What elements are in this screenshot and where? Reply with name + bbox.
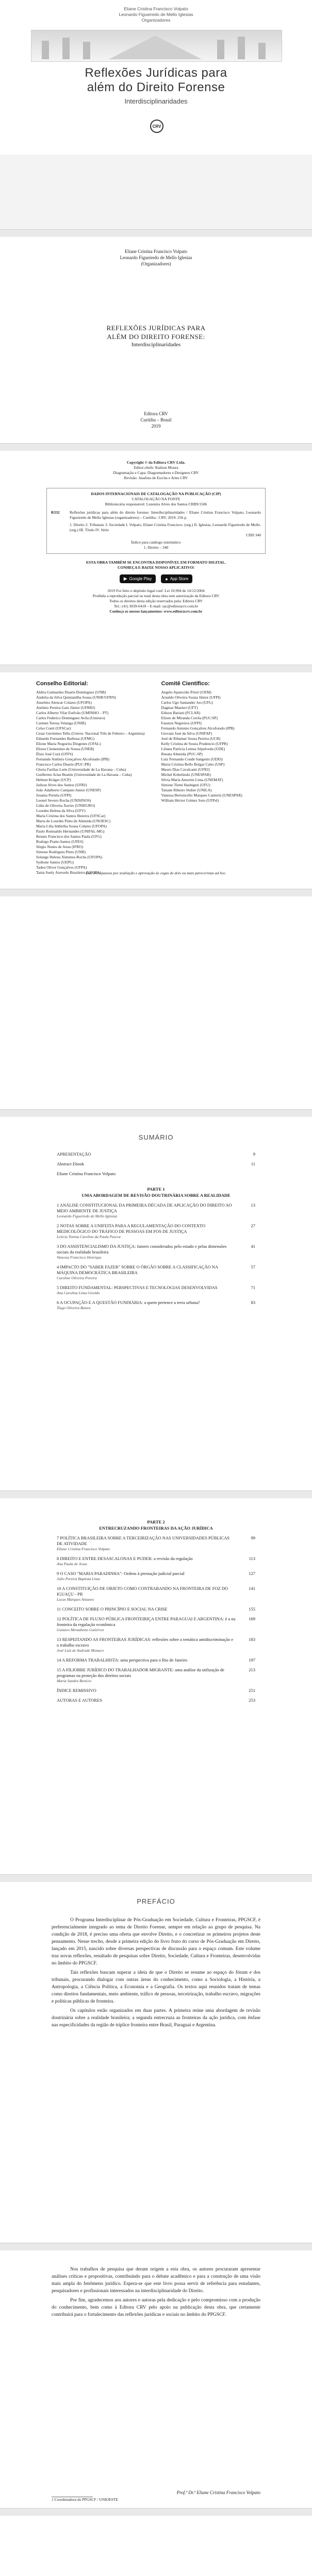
council-member: Aldira Guimarães Duarte Domínguez (UNB) [36,690,106,694]
phone-line: Tel.: (41) 3039-6418 – E-mail: sac@editoracrv.com.br [113,604,199,608]
preface-paragraph: Por fim, agradecemos aos autores e autoras pela dedicação e pelo compromisso com a produção do conhecimento, bem como à Editora CRV pelo apoio na publicação desta obra, que certamente contribuirá para o fortalecimento das reflexões jurídicas e sociais no âmbito do PPGSCF. [52,2298,260,2317]
toc-entry-title: 10 A CONSTITUIÇÃO DE OBJETO COMO CONTRABANDO NA FRONTEIRA DE FOZ DO IGUAÇU - PR [57,1586,228,1597]
index-title: Índice para catálogo sistemático [131,540,181,545]
council-member: Fauston Negreiros (UFPI) [161,721,202,725]
page-separator [0,1874,312,1883]
toc-entry-page: 141 [249,1586,255,1591]
rights-line: Todos os direitos desta edição reservados pela: Editora CRV [109,599,203,603]
council-member: Vanessa Bertoncello Marques Canterin (UNESPAR) [161,793,242,798]
toc-entry-page: 197 [249,1657,255,1663]
cip-code: R332 [51,510,60,515]
preface-body [0,1905,312,2029]
toc-entry-page: 213 [249,1667,255,1672]
council-member: Carlos Alberto Vilar Estêvão (UMINHO – PT) [36,710,109,715]
council-member: Antônio Pereira Gaio Júnior (UFRRJ) [36,705,95,710]
toc-entry-page: 71 [251,1285,255,1290]
council-member: Cesar Gerónimo Tello (Univer. Nacional Três de Febrero – Argentina) [36,731,145,736]
council-member: Giovani José da Silva (UNIFAP) [161,731,212,736]
title-city: Curitiba – Brasil [140,417,172,422]
council-member: Tadeu Oliver Gonçalves (UFPA) [36,865,87,870]
council-member: Mauro Dias Cavalcanti (UFRJ) [161,767,210,772]
index-item: 1. Direito – 340 [143,545,169,550]
copyright-line: Copyright © da Editora CRV Ltda. [126,460,186,465]
toc-entry-title: 2 NOTAS SOBRE A UNIFEITA PARA A REGULAMENTAÇÃO DO CONTEXTO MEDICOLÓGICO DO TRÁFICO DE PESSOAS EM FOS DE JUSTIÇA [57,1223,206,1234]
toc-entry[interactable] [57,1223,255,1234]
council-member: William Héctor Gómez Soto (UFPel) [161,798,219,803]
cover-title: além do Direito Forense [87,80,225,94]
preface-paragraph: Nos trabalhos de pesquisa que deram origem a esta obra, os autores procuraram apresentar análises críticas e propositivas, contribuindo para o debate acadêmico e para a construção de uma visão mais ampla do fenômeno jurídico. Espera-se que este livro possa servir de referência para estudantes, pesquisadores e profissionais interessados na interdisciplinaridade do Direito. [52,2267,260,2294]
toc-entry[interactable] [57,1616,255,1628]
council-member: Liliana Patrícia Lemus Sépulveda (UDE) [161,747,225,751]
toc-entry[interactable] [57,1300,255,1306]
copyright-line: Revisão: Analista de Escrita e Artes CRV [124,476,188,480]
cover-title: Reflexões Jurídicas para [85,66,227,80]
toc-entry-page: 155 [249,1606,255,1612]
toc-entry-title: Eliane Cristina Francisco Volpato [57,1171,116,1176]
toc-entry[interactable] [57,1657,255,1663]
cover-illustration [31,30,282,62]
council-member: Renato Francisco dos Santos Paula (UFG) [36,834,102,839]
part-label: PARTE 2 [147,1519,165,1524]
preface-footnote: 1 Coordenadora do PPGSCF / UNIOESTE [52,2497,118,2502]
toc-entry-author: Gustavo Mentabetto Gutiérrez [57,1628,104,1632]
council-member: João Adalberto Campato Junior (UNESP) [36,788,101,792]
preface-paragraph: O Programa Interdisciplinar de Pós-Graduação em Sociedade, Cultura e Fronteiras, PPGSCF, é preferencialmente integrado ao tema de Direito Forense, sempre em relação ao grupo de pesquisa. Na condição de 2018, é preciso uma oferta que envolve Direito, e o concretizar os primeiros projetos deste pensamento. Nesse trecho, desde a primeira edição do livro fruto do curso de Pós-Graduação em Direito, lançado em 2015, nascido sobre diversas perspectivas de discussão para o espaço comum. Este volume traz novas reflexões, resultado de pesquisas sobre Direito, Sociedade, Cultura e Fronteiras, desenvolvidas no âmbito do PPGSCF. [52,1918,260,1966]
council-member: Andréia da Silva Quintanilha Sousa (UNIR/UFRN) [36,695,116,700]
preface-page [0,1882,312,2243]
toc-entry-page: 11 [251,1161,255,1166]
copyright-line: Editor-chefe: Railson Moura [134,465,178,470]
summary-page [0,1117,312,1490]
rights-line: Proibida a reprodução parcial ou total desta obra sem autorização da Editora CRV [92,594,220,598]
toc-entry-title: 5 DIREITO FUNDAMENTAL: PERSPECTIVAS E TECNOLOGIAS DESENVOLVIDAS [57,1285,218,1290]
council-member: Leonel Severo Rocha (UNISINOS) [36,798,91,803]
part-title: ENTRECRUZANDO FRONTEIRAS DA AÇÃO JURÍDICA [99,1526,213,1531]
preface-paragraph: Tais reflexões buscam superar a ideia de que o Direito se resume ao espaço do fórum e dos tribunais, procurando dialogar com outras áreas do conhecimento, como a Sociologia, a História, a Antropologia, a Ciência Política, a Economia e a Geografia. Os textos aqui reunidos tratam de temas como direitos fundamentais, meio ambiente, tráfico de pessoas, terceirização, trabalho escravo, migrações e políticas públicas de fronteira. [52,1970,260,2004]
council-member: Solange Helena Ximenes-Rocha (UFOPA) [36,855,103,859]
summary-page-continued [0,1498,312,1874]
toc-entry[interactable] [57,1586,255,1597]
council-member: Celso Conti (UFSCar) [36,726,71,731]
council-member: Rodrigo Pratte-Santos (UFES) [36,839,84,844]
toc-entry-author: Leticia Tonnia Caroline da Paula Pascoe [57,1234,121,1239]
toc-entry-author: Lucas Marques Antunes [57,1597,94,1602]
council-member: Carmen Tereza Velanga (UNIR) [36,721,86,725]
toc-entry-page: 99 [251,1535,255,1540]
toc-entry-page: 9 [253,1151,255,1157]
toc-entry[interactable] [57,1688,255,1693]
title-year: 2019 [151,423,161,429]
toc-entry-page: 183 [249,1637,255,1642]
page-separator [0,889,312,897]
council-member: Carlos Ugo Santander Joo (UFG) [161,700,213,705]
council-member: Simone Tiemi Hashiguti (UFU) [161,783,210,787]
council-member: Helmut Krüger (UCP) [36,777,71,782]
council-member: Josania Portela (UFPI) [36,793,72,798]
toc-entry-title: APRESENTAÇÃO [57,1151,91,1157]
toc-entry-author: Ana Carolina Lima Giroldo [57,1291,100,1295]
toc-entry-author: Tiago Oliveira Bastos [57,1306,91,1310]
part-label: PARTE 1 [147,1187,165,1192]
council-member: Carlos Federico Dominguez Avila (Unieuro) [36,716,105,720]
council-member: Francisco Carlos Duarte (PUC-PR) [36,762,91,767]
scientific-committee [161,681,276,875]
title-subtitle: Interdisciplinaridades [131,342,181,348]
toc-entry[interactable] [57,1698,255,1703]
toc-entry-title: 12 POLÍTICA DE FLUXO PÚBLICA FRONTEIRIÇA ENTRE PARAGUAI E ARGENTINA: é a na fronteira da regulação econômica [57,1616,236,1627]
council-member: Dagmar Manieri (UFT) [161,705,198,710]
council-member: Luiz Fernando Conde Sangenis (UERJ) [161,757,223,761]
toc-entry[interactable] [57,1667,255,1679]
council-member: Gloria Fariñas León (Universidade de La Havana – Cuba) [36,767,126,772]
toc-entry-title: 11 CONCEITO SOBRE O PRINCÍPIO E SOCIAL NA CRISE [57,1606,168,1612]
editorial-council-list [36,690,151,875]
cip-title: DADOS INTERNACIONAIS DE CATALOGAÇÃO NA PUBLICAÇÃO (CIP) [91,492,221,496]
app-note: CONHEÇA E BAIXE NOSSO APLICATIVO! [118,565,194,570]
scientific-committee-list [161,690,276,803]
council-member: Elizeu de Miranda Corrêa (PUC/SP) [161,716,218,720]
council-member: Kelly Cristina de Souza Prudencio (UFPR) [161,741,228,746]
toc-entry[interactable] [57,1151,255,1157]
council-member: Simone Rodrigues Pinto (UNB) [36,850,86,854]
cip-subjects: 1. Direito 2. Tribunais 3. Sociedade I. Volpato, Eliane Cristina Francisco. (org.) II. Iglesias, Leonardo Figueiredo de Mello. (org.) III. Título IV. Série [70,522,261,532]
council-member: Sérgio Nunes de Jesus (IFRO) [36,844,84,849]
toc-entry[interactable] [57,1535,255,1547]
toc-entry-title: 7 POLÍTICA BRASILEIRA SOBRE A TERCEIRIZAÇÃO NAS UNIVERSIDADES PÚBLICAS DE ATIVIDADE [57,1535,230,1546]
page-separator [0,2243,312,2251]
title-page [0,237,312,443]
cip-librarian: Bibliotecária responsável: Luzenira Alves dos Santos CRB9/1506 [105,502,207,506]
publisher-logo [150,120,163,133]
scientific-committee-title: Comitê Científico: [161,681,210,687]
toc-entry-author: José Luiz de Andrade Monaco [57,1648,104,1653]
toc-entry-page: 253 [249,1698,255,1703]
columns-icon [31,30,282,61]
cover-subtitle: Interdisciplinaridades [124,97,188,105]
website-link[interactable]: Conheça os nossos lançamentos: www.editoracrv.com.br [109,609,203,614]
council-member: Tania Suely Azevedo Brasileiro (UFOPA) [36,870,101,875]
page-separator [0,2508,312,2516]
toc-entry[interactable] [57,1637,255,1648]
apple-icon: ● [165,576,168,582]
page-separator [0,1490,312,1499]
toc-entry[interactable] [57,1606,255,1612]
toc-entry-title: 3 DO ASSISTENCIALISMO DA JUSTIÇA: fatores considerados pelo estado e pelas dimensões sociais da realidade brasileira [57,1244,227,1255]
council-member: Eduardo Fernandes Barbosa (UFMG) [36,736,95,741]
toc-entry[interactable] [57,1161,255,1167]
council-member: Anselmo Alencar Colares (UFOPA) [36,700,92,705]
council-member: Tatiane Ribeiro Stuber (UNILA) [161,788,212,792]
cip-cdd: CDD 340 [246,533,261,537]
toc-entry[interactable] [57,1171,255,1177]
council-member: Élsio José Corá (UFFS) [36,752,73,756]
toc-entry-page: 83 [251,1300,255,1305]
toc-entry[interactable] [57,1244,255,1255]
toc-entry-title: 1 ANÁLISE CONSTITUCIONAL DA PRIMEIRA DÉCADA DE APLICAÇÃO DO DIREITO AO MEIO AMBIENTE DE JUSTIÇA [57,1202,232,1213]
toc-entry-author: Vanessa Francisco Henrique [57,1255,102,1260]
council-member: Elizeu Clementino de Souza (UNEB) [36,747,94,751]
council-member: Lourdes Helena da Silva (UFV) [36,808,86,813]
council-member: José de Ribamar Sousa Pereira (UCB) [161,736,221,741]
app-store-label: App Store [170,577,189,581]
council-member: Guillermo Arias Beatón (Universidade de La Havana – Cuba) [36,772,132,777]
council-member: Arnaldo Oliveira Souza Júnior (UFPI) [161,695,221,700]
toc-entry-page: 127 [249,1571,255,1576]
page-separator [0,229,312,238]
title-publisher: Editora CRV [144,411,168,416]
title-heading: REFLEXÕES JURÍDICAS PARA [106,324,206,332]
copyright-page [0,451,312,665]
toc-entry-author: Julio Pereira Baptista Lima [57,1577,100,1581]
toc-entry-page: 41 [251,1244,255,1249]
toc-entry-title: 8 DIREITO E ENTRE DESASCALONAS E PUDER: a revisão da regulação [57,1556,193,1561]
part-title: UMA ABORDAGEM DE REVISÃO DOUTRINÁRIA SOBRE A REALIDADE [81,1193,231,1198]
council-member: Jailson Alves dos Santos (UFRJ) [36,783,87,787]
preface-title: PREFÁCIO [137,1897,175,1905]
toc-entry-page: 27 [251,1223,255,1228]
toc-entry-title: 13 RESPEITANDO AS FRONTEIRAS JURÍDICAS: reflexões sobre a temática antidiscriminação e o trabalho escravo [57,1637,234,1648]
page-separator [0,1109,312,1117]
toc-entry-author: Maria Sandra Benício [57,1679,92,1683]
toc-entry-page: 57 [251,1264,255,1269]
toc-entry-page: 169 [249,1616,255,1621]
title-heading: ALÉM DO DIREITO FORENSE: [107,333,205,341]
council-member: Angelo Aparecido Priori (UEM) [161,690,211,694]
council-member: Renata Almeida (PUC-SP) [161,752,203,756]
toc-entry[interactable] [57,1202,255,1214]
crv-logo-icon: CRV [150,120,163,133]
preface-signature: Prof.ª Dr.ª Eliane Cristina Francisco Volpato [176,2490,260,2495]
council-member: Michel Kobelinski (UNESPAR) [161,772,211,777]
toc-entry-author: Caroline Oliveira Pereira [57,1276,97,1280]
council-member: Maria de Lourdes Pinto de Almeida (UNOESC) [36,819,111,823]
blank-page [0,2516,312,2576]
digital-note: ESTA OBRA TAMBÉM SE ENCONTRA DISPONÍVEL EM FORMATO DIGITAL. [86,560,226,565]
toc-entry[interactable] [57,1285,255,1291]
toc-entry-page: 251 [249,1688,255,1693]
cover-author: Eliane Cristina Francisco Volpato [124,6,188,11]
toc-entry[interactable] [57,1571,255,1577]
app-store-button[interactable] [161,574,192,583]
play-icon: ▶ [123,576,127,581]
toc-entry-author: Leonardo Figueiredo de Mello Iglesias [57,1214,118,1218]
toc-entry-title: AUTORAS E AUTORES [57,1698,103,1703]
cip-subtitle: CATALOGAÇÃO NA FONTE [132,497,180,501]
council-member: Fernando Antonio Gonçalves Alcoforado (IPB) [161,726,235,731]
toc-entry-title: 14 A REFORMA TRABALHISTA: uma perspectiva para o Rio de Janeiro [57,1657,188,1663]
page-separator [0,443,312,451]
review-note: Este livro passou por avaliação e aprovação às cegas de dois ou mais pareceristas ad hoc. [86,871,226,875]
preface-paragraph: Os capítulos estão organizados em duas partes. A primeira reúne uma abordagem de revisão doutrinária sobre a realidade brasileira; a segunda entrecruza as fronteiras da ação jurídica, com ênfase nas especificidades da região de tríplice fronteira entre Brasil, Paraguai e Argentina. [52,2008,260,2028]
council-member: Maria Cristina Bello Bolgar Catto (USP) [161,762,225,767]
toc-entry-title: 15 A FILIOBRE JURÍDICO DO TRABALHADOR MIGRANTE: uma análise da utilização de programas na proteção dos direitos sociais [57,1667,224,1678]
cover-author: Leonardo Figueiredo de Mello Iglesias [119,12,193,17]
toc-entry-page [241,1171,255,1177]
council-member: Edison Bariani (FCLAR) [161,710,201,715]
toc-entry-title: 9 O CASO "MARIA PARADINHA": Ordens à prestação judicial parcial [57,1571,185,1576]
blank-page [0,896,312,1109]
council-member: Elione Maria Nogueira Diogenes (UFAL) [36,741,101,746]
google-play-label: Google Play [129,577,152,581]
toc-entry-title: Abstract Ebook [57,1161,85,1166]
council-member: Lídia de Oliveira Xavier (UNIEURO) [36,803,95,808]
toc-entry-author: Eliane Cristina Francisco Volpato [57,1547,110,1551]
toc-entry-title: 6 A OCUPAÇÃO E A QUESTÃO FUNDIÁRIA: a quem pertence a terra urbana? [57,1300,200,1305]
toc-entry-page: 13 [251,1202,255,1208]
title-author: Eliane Cristina Francisco Volpato [125,249,187,254]
cover-role: Organizadores [141,18,171,23]
toc-entry-author: Ana Paula de Jesus [57,1562,87,1566]
summary-title: SUMÁRIO [138,1133,174,1141]
preface-body [0,2250,312,2318]
toc-entry-title: 4 IMPACTO DO "SABER FAZER" SOBRE O ÓRGÃO SOBRE A CLASSIFICAÇÃO NA MÁQUINA DEMOCRÁTICA BRASILEIRA [57,1264,218,1275]
council-page [0,672,312,889]
title-author: Leonardo Figueiredo de Mello Iglesias [120,255,192,260]
title-role: (Organizadores) [141,261,171,266]
cover-page [0,0,312,229]
summary-list [0,1141,312,1311]
toc-entry[interactable] [57,1556,255,1562]
rights-line: 2019 Foi feito o depósito legal conf. Lei 10.994 de 14/12/2004 [107,588,205,593]
editorial-council-title: Conselho Editorial: [36,681,88,687]
cover-lower-band [0,155,312,229]
council-member: Fernando Antônio Gonçalves Alcoforado (IPB) [36,757,110,761]
google-play-button[interactable] [120,574,156,583]
page-separator [0,665,312,673]
council-member: Paulo Romualdo Hernandes (UNIFAL-MG) [36,829,105,834]
preface-page-continued [0,2250,312,2508]
council-member: Sydione Santos (UEPG) [36,860,74,865]
council-member: Silvia Maria Amorim Lima (UNEMAT) [161,777,223,782]
council-member: Maria Lília Imbiriba Sousa Colares (UFOPA) [36,824,107,828]
editorial-council [36,681,151,875]
cip-text: Reflexões jurídicas para além do direito forense: Interdisciplinaridades / Eliane Cristina Francisco Volpato, Leonardo Figueiredo de Mello Iglesias (organizadores) – Curitiba : CRV, 2019. 256 p. [70,510,261,520]
toc-entry-page: 113 [249,1556,255,1561]
copyright-line: Diagramação e Capa: Diagramadores e Designers CRV [113,470,199,475]
summary-list [0,1498,312,1707]
toc-entry-title: ÍNDICE REMISSIVO [57,1688,96,1693]
council-member: Maria Cristina dos Santos Bezerra (UFSCar) [36,814,106,818]
toc-entry[interactable] [57,1264,255,1276]
cip-box [46,488,266,554]
